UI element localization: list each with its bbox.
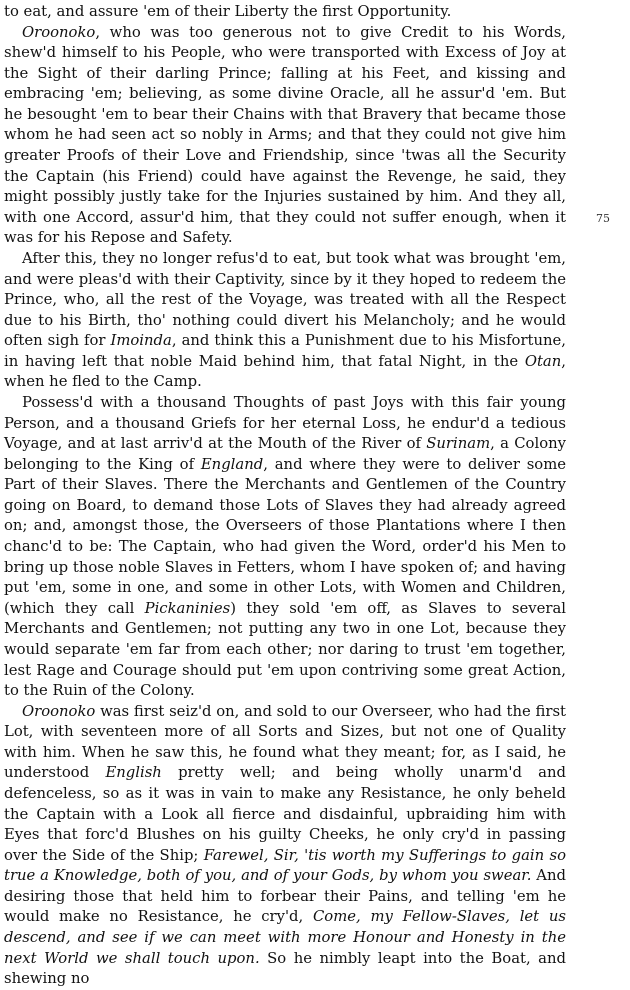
paragraph [4, 702, 566, 990]
italic-text: Surinam [426, 435, 491, 453]
italic-text: Come, my Fellow-Slaves, let us descend, and see if we can meet with more Honour and Honesty in the next World we shall touch upon. [4, 908, 567, 967]
italic-text: Farewel, Sir, 'tis worth my Sufferings to gain so true a Knowledge, both of you, and of your Gods, by whom you swear. [4, 846, 566, 885]
text-run: ) they sold 'em off, as Slaves to several Merchants and Gentlemen; not putting any two in one Lot, because they would separate 'em far from each other; nor daring to trust 'em together, lest Rage and Courage should put 'em upon contriving some great Action, to the Ruin of the Colony. [4, 599, 566, 700]
text-run: So he nimbly leapt into the Boat, and shewing no [4, 949, 566, 988]
text-run: pretty well; and being wholly unarm'd and defenceless, so as it was in vain to make any Resistance, he only beheld the Captain with a Look all fierce and disdainful, upbraiding him with Eyes that forc'd Blushes on his guilty Cheeks, he only cry'd in passing over the Side of the Ship; [4, 764, 566, 864]
italic-text: England [200, 455, 264, 473]
text-run: , a Colony belonging to the King of [4, 435, 566, 473]
text-run: Possess'd with a thousand Thoughts of past Joys with this fair young Person, and a thousand Griefs for her eternal Loss, he endur'd a tedious Voyage, and at last arriv'd at the Mouth of the River of [4, 393, 566, 453]
body-text [4, 2, 566, 990]
italic-text: Oroonoko [22, 23, 96, 41]
italic-text: Otan [524, 352, 562, 370]
text-run: And desiring those that held him to forbear their Pains, and telling 'em he would make no Resistance, he cry'd, [4, 867, 566, 926]
text-run: was first seiz'd on, and sold to our Overseer, who had the first Lot, with seventeen more of all Sorts and Sizes, but not one of Quality with him. When he saw this, he found what they meant; for, as I said, he understood [4, 702, 566, 782]
page-number: 75 [596, 212, 610, 225]
text-run: , and think this a Punishment due to his Misfortune, in having left that noble Maid behind him, that fatal Night, in the [4, 332, 566, 370]
paragraph [4, 249, 566, 393]
italic-text: Imoinda [110, 332, 172, 350]
paragraph [4, 393, 566, 702]
italic-text: English [105, 764, 162, 782]
text-run: to eat, and assure 'em of their Liberty the first Opportunity. [4, 3, 452, 20]
text-run: , who was too generous not to give Credit to his Words, shew'd himself to his People, who were transported with Excess of Joy at the Sight of their darling Prince; falling at his Feet, and kissing and embracing 'em; believing, as some divine Oracle, all he assur'd 'em. But he besought 'em to bear their Chains with that Bravery that became those whom he had seen act so nobly in Arms; and that they could not give him greater Proofs of their Love and Friendship, since 'twas all the Security the Captain (his Friend) could have against the Revenge, he said, they might possibly justly take for the Injuries sustained by him. And they all, with one Accord, assur'd him, that they could not suffer enough, when it was for his Repose and Safety. [4, 23, 566, 247]
paragraph [4, 23, 566, 249]
text-run: After this, they no longer refus'd to eat, but took what was brought 'em, and were pleas'd with their Captivity, since by it they hoped to redeem the Prince, who, all the rest of the Voyage, was treated with all the Respect due to his Birth, tho' nothing could divert his Melancholy; and he would often sigh for [4, 249, 566, 350]
italic-text: Oroonoko [22, 702, 96, 720]
italic-text: Pickaninies [144, 599, 231, 617]
text-run: , when he fled to the Camp. [4, 352, 566, 391]
paragraph [4, 2, 566, 23]
text-run: , and where they were to deliver some Part of their Slaves. There the Merchants and Gentlemen of the Country going on Board, to demand those Lots of Slaves they had already agreed on; and, amongst those, the Overseers of those Plantations where I then chanc'd to be: The Captain, who had given the Word, order'd his Men to bring up those noble Slaves in Fetters, whom I have spoken of; and having put 'em, some in one, and some in other Lots, with Women and Children, (which they call [4, 455, 567, 617]
